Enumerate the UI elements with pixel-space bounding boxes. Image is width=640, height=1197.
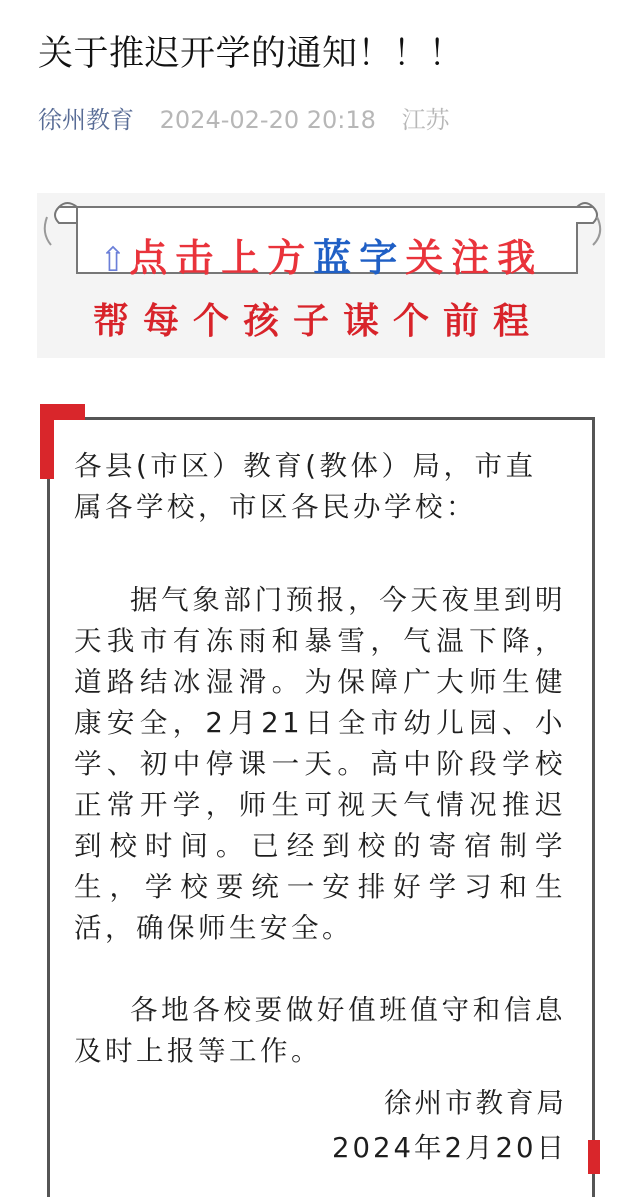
banner-text-red: 点击上方 — [129, 235, 314, 280]
publish-time: 2024-02-20 20:18 — [159, 106, 376, 134]
banner-text-red-suffix: 关注我 — [405, 235, 544, 280]
notice-paragraph-2: 各地各校要做好值班值守和信息及时上报等工作。 — [74, 994, 566, 1067]
banner-text-blue: 蓝字 — [313, 235, 406, 280]
notice-signature: 徐州市教育局 — [384, 1087, 567, 1119]
notice-salutation: 各县(市区）教育(教体）局，市直属各学校，市区各民办学校： — [74, 450, 537, 523]
follow-banner-image — [37, 193, 605, 358]
publish-region: 江苏 — [401, 106, 450, 134]
banner-line-slogan: 帮每个孩子谋个前程 — [92, 300, 543, 342]
frame-corner-accent-vertical — [40, 404, 54, 479]
article-meta — [38, 100, 450, 135]
frame-corner-accent-bottom — [588, 1140, 600, 1174]
arrow-up-icon: ⇧ — [98, 240, 128, 280]
banner-line-follow — [37, 227, 605, 282]
account-name-link[interactable]: 徐州教育 — [38, 106, 134, 134]
notice-paragraph-1: 据气象部门预报，今天夜里到明天我市有冻雨和暴雪，气温下降，道路结冰湿滑。为保障广大师生健康安全，2月21日全市幼儿园、小学、初中停课一天。高中阶段学校正常开学，师生可视天气情况推迟到校时间。已经到校的寄宿制学生，学校要统一安排好学习和生活，确保师生安全。 — [74, 584, 566, 944]
notice-date: 2024年2月20日 — [332, 1132, 567, 1164]
article-title: 关于推迟开学的通知！！！ — [38, 34, 465, 74]
